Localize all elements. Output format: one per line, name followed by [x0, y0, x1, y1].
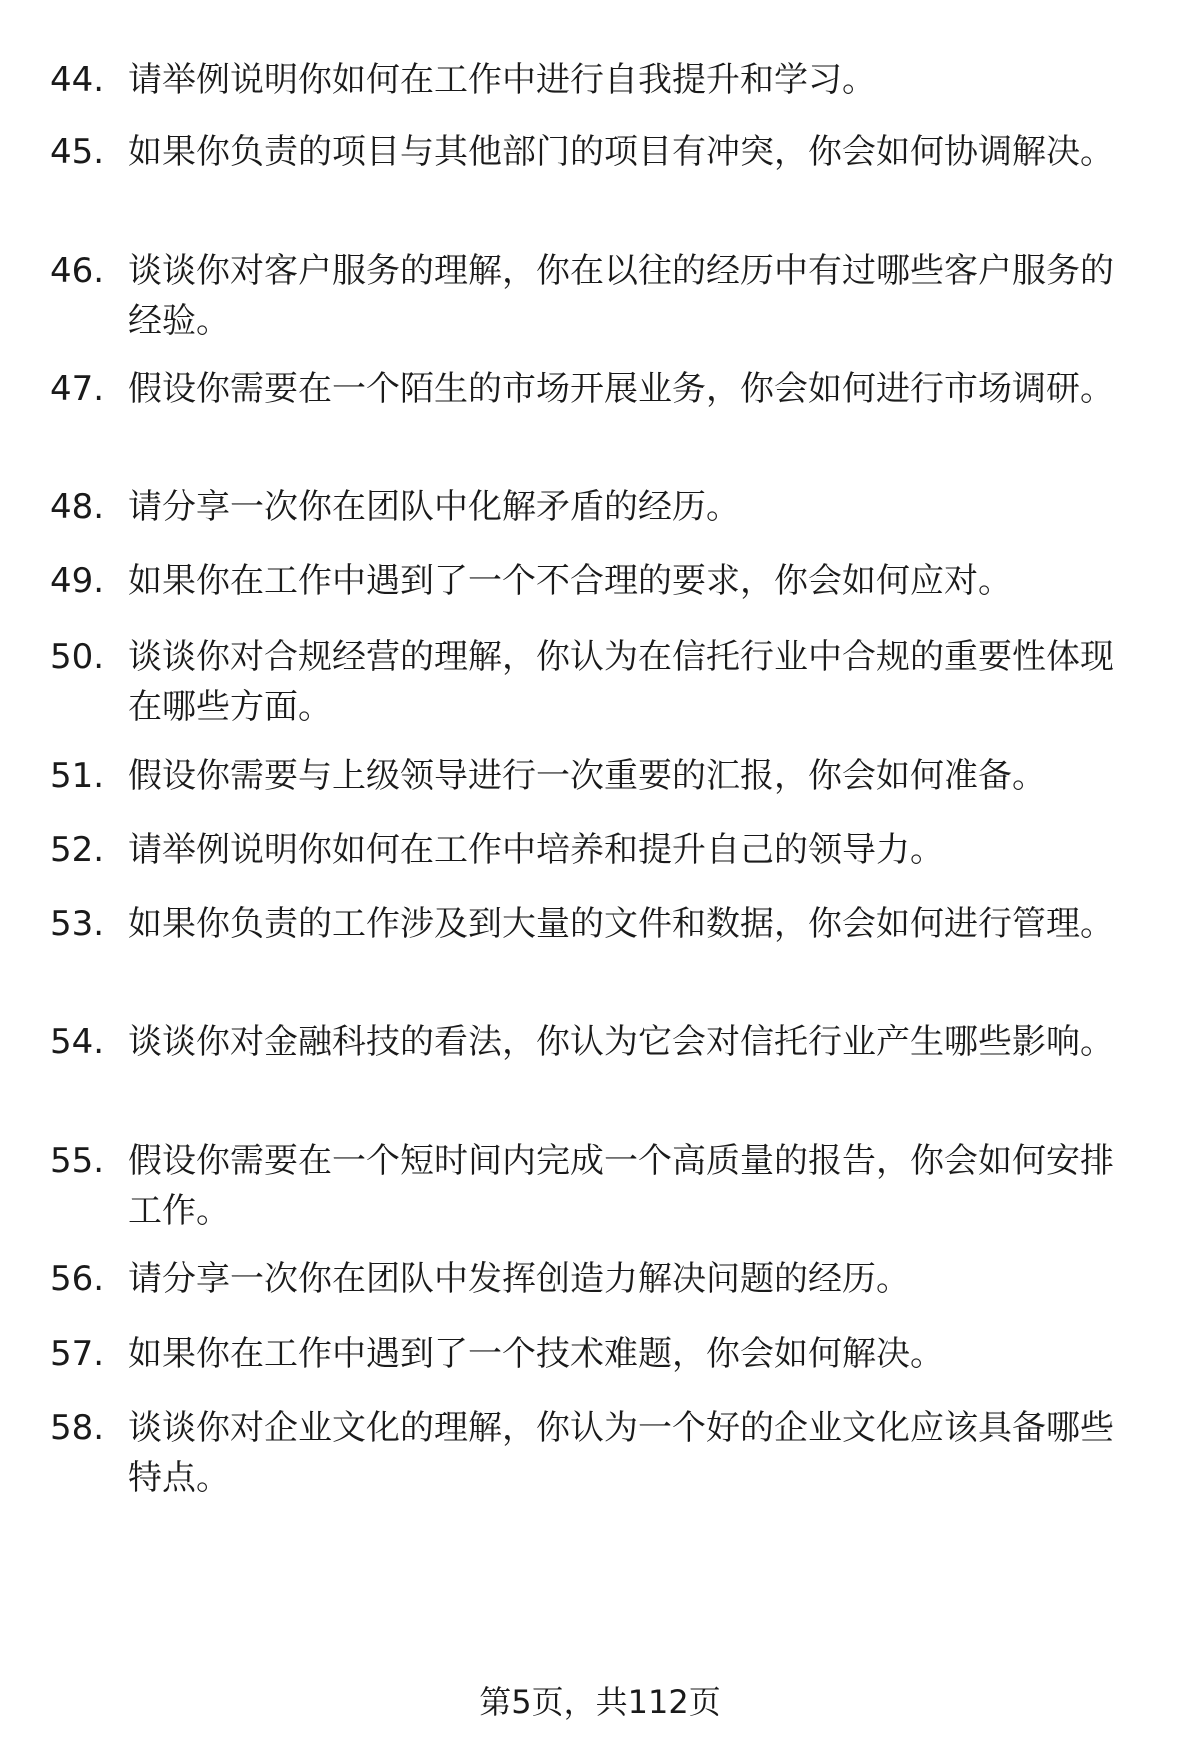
- question-item: [50, 751, 1150, 801]
- question-item: [50, 482, 1150, 532]
- question-item: [50, 632, 1150, 732]
- question-number: 55.: [50, 1141, 105, 1181]
- question-number: 57.: [50, 1334, 105, 1374]
- question-text: 请分享一次你在团队中发挥创造力解决问题的经历。: [128, 1259, 910, 1299]
- question-text: 假设你需要与上级领导进行一次重要的汇报，你会如何准备。: [128, 756, 1046, 796]
- question-number: 51.: [50, 756, 105, 796]
- question-number: 54.: [50, 1022, 105, 1062]
- question-item: [50, 899, 1150, 949]
- question-number: 48.: [50, 487, 105, 527]
- question-text: 如果你在工作中遇到了一个不合理的要求，你会如何应对。: [128, 561, 1012, 601]
- question-item: [50, 127, 1150, 177]
- question-text: 谈谈你对客户服务的理解，你在以往的经历中有过哪些客户服务的经验。: [128, 251, 1114, 341]
- question-item: [50, 1136, 1150, 1236]
- question-number: 53.: [50, 904, 105, 944]
- question-number: 56.: [50, 1259, 105, 1299]
- question-item: [50, 556, 1150, 606]
- question-text: 请举例说明你如何在工作中培养和提升自己的领导力。: [128, 830, 944, 870]
- question-text: 谈谈你对企业文化的理解，你认为一个好的企业文化应该具备哪些特点。: [128, 1408, 1114, 1498]
- question-item: [50, 1403, 1150, 1503]
- question-item: [50, 1017, 1150, 1067]
- question-text: 如果你在工作中遇到了一个技术难题，你会如何解决。: [128, 1334, 944, 1374]
- question-number: 52.: [50, 830, 105, 870]
- question-number: 45.: [50, 132, 105, 172]
- question-item: [50, 364, 1150, 414]
- question-text: 请举例说明你如何在工作中进行自我提升和学习。: [128, 60, 876, 100]
- question-text: 假设你需要在一个短时间内完成一个高质量的报告，你会如何安排工作。: [128, 1141, 1114, 1231]
- question-number: 49.: [50, 561, 105, 601]
- question-item: [50, 825, 1150, 875]
- question-number: 58.: [50, 1408, 105, 1448]
- question-number: 47.: [50, 369, 105, 409]
- page-footer: 第5页，共112页: [479, 1683, 721, 1721]
- question-text: 如果你负责的工作涉及到大量的文件和数据，你会如何进行管理。: [128, 904, 1114, 944]
- question-text: 请分享一次你在团队中化解矛盾的经历。: [128, 487, 740, 527]
- question-number: 46.: [50, 251, 105, 291]
- question-text: 如果你负责的项目与其他部门的项目有冲突，你会如何协调解决。: [128, 132, 1114, 172]
- question-item: [50, 55, 1150, 105]
- question-text: 谈谈你对金融科技的看法，你认为它会对信托行业产生哪些影响。: [128, 1022, 1114, 1062]
- question-item: [50, 1329, 1150, 1379]
- question-number: 44.: [50, 60, 105, 100]
- question-text: 谈谈你对合规经营的理解，你认为在信托行业中合规的重要性体现在哪些方面。: [128, 637, 1114, 727]
- question-number: 50.: [50, 637, 105, 677]
- question-item: [50, 246, 1150, 346]
- question-text: 假设你需要在一个陌生的市场开展业务，你会如何进行市场调研。: [128, 369, 1114, 409]
- question-item: [50, 1254, 1150, 1304]
